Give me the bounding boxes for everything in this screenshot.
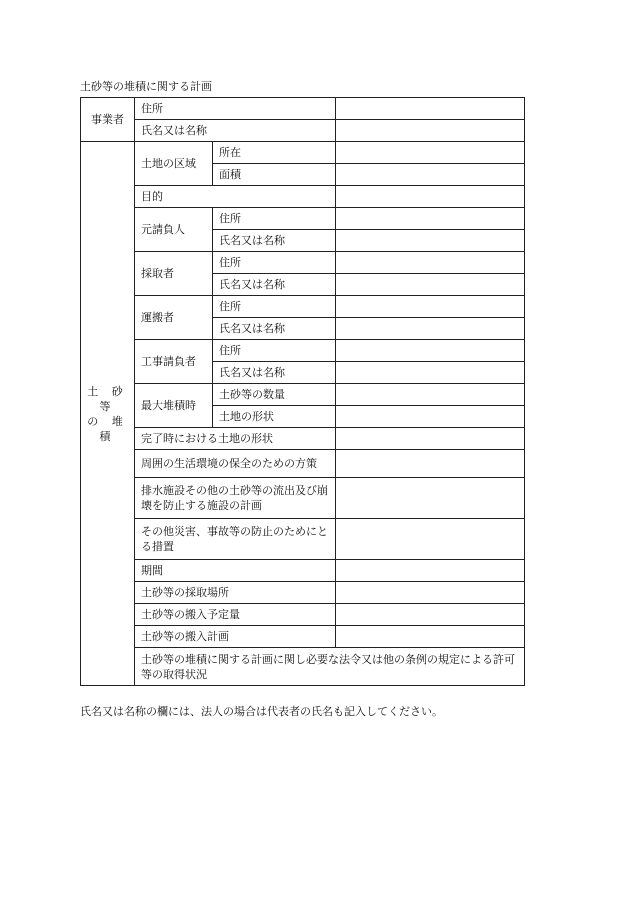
prime-contractor-address-label: 住所 [213, 208, 336, 230]
purpose-label: 目的 [135, 186, 336, 208]
collector-address-field[interactable] [336, 252, 525, 274]
land-area-size-field[interactable] [336, 164, 525, 186]
jigyosha-name-label: 氏名又は名称 [135, 120, 336, 142]
environment-measures-field[interactable] [336, 450, 525, 478]
jigyosha-name-field[interactable] [336, 120, 525, 142]
disaster-prevention-field[interactable] [336, 519, 525, 560]
drainage-facilities-label: 排水施設その他の土砂等の流出及び崩壊を防止する施設の計画 [135, 478, 336, 519]
prime-contractor-name-label: 氏名又は名称 [213, 230, 336, 252]
land-location-label: 所在 [213, 142, 336, 164]
jigyosha-label: 事業者 [81, 98, 135, 142]
jigyosha-address-label: 住所 [135, 98, 336, 120]
collector-name-field[interactable] [336, 274, 525, 296]
period-label: 期間 [135, 560, 336, 582]
import-plan-label: 土砂等の搬入計画 [135, 626, 336, 648]
collection-site-field[interactable] [336, 582, 525, 604]
construction-contractor-name-label: 氏名又は名称 [213, 362, 336, 384]
jigyosha-address-field[interactable] [336, 98, 525, 120]
max-deposit-shape-field[interactable] [336, 406, 525, 428]
transporter-address-label: 住所 [213, 296, 336, 318]
land-location-field[interactable] [336, 142, 525, 164]
footnote: 氏名又は名称の欄には、法人の場合は代表者の氏名も記入してください。 [80, 705, 443, 718]
collector-label: 採取者 [135, 252, 213, 296]
max-deposit-label: 最大堆積時 [135, 384, 213, 428]
period-field[interactable] [336, 560, 525, 582]
construction-contractor-address-field[interactable] [336, 340, 525, 362]
dosha-label-line1: 土 砂 等 [87, 384, 128, 413]
max-deposit-shape-label: 土地の形状 [213, 406, 336, 428]
plan-form-table [80, 97, 525, 686]
land-area-size-label: 面積 [213, 164, 336, 186]
construction-contractor-label: 工事請負者 [135, 340, 213, 384]
transporter-name-field[interactable] [336, 318, 525, 340]
completion-shape-field[interactable] [336, 428, 525, 450]
max-deposit-quantity-label: 土砂等の数量 [213, 384, 336, 406]
collector-address-label: 住所 [213, 252, 336, 274]
dosha-label-line2: の 堆 積 [87, 414, 128, 443]
prime-contractor-address-field[interactable] [336, 208, 525, 230]
construction-contractor-name-field[interactable] [336, 362, 525, 384]
collection-site-label: 土砂等の採取場所 [135, 582, 336, 604]
prime-contractor-name-field[interactable] [336, 230, 525, 252]
drainage-facilities-field[interactable] [336, 478, 525, 519]
planned-amount-field[interactable] [336, 604, 525, 626]
import-plan-field[interactable] [336, 626, 525, 648]
land-area-label: 土地の区域 [135, 142, 213, 186]
transporter-name-label: 氏名又は名称 [213, 318, 336, 340]
collector-name-label: 氏名又は名称 [213, 274, 336, 296]
page-title: 土砂等の堆積に関する計画 [80, 80, 212, 93]
max-deposit-quantity-field[interactable] [336, 384, 525, 406]
purpose-field[interactable] [336, 186, 525, 208]
prime-contractor-label: 元請負人 [135, 208, 213, 252]
permits-label: 土砂等の堆積に関する計画に関し必要な法令又は他の条例の規定による許可等の取得状況 [135, 648, 525, 686]
planned-amount-label: 土砂等の搬入予定量 [135, 604, 336, 626]
transporter-label: 運搬者 [135, 296, 213, 340]
dosha-section-label [81, 142, 135, 686]
transporter-address-field[interactable] [336, 296, 525, 318]
environment-measures-label: 周囲の生活環境の保全のための方策 [135, 450, 336, 478]
completion-shape-label: 完了時における土地の形状 [135, 428, 336, 450]
construction-contractor-address-label: 住所 [213, 340, 336, 362]
disaster-prevention-label: その他災害、事故等の防止のためにとる措置 [135, 519, 336, 560]
